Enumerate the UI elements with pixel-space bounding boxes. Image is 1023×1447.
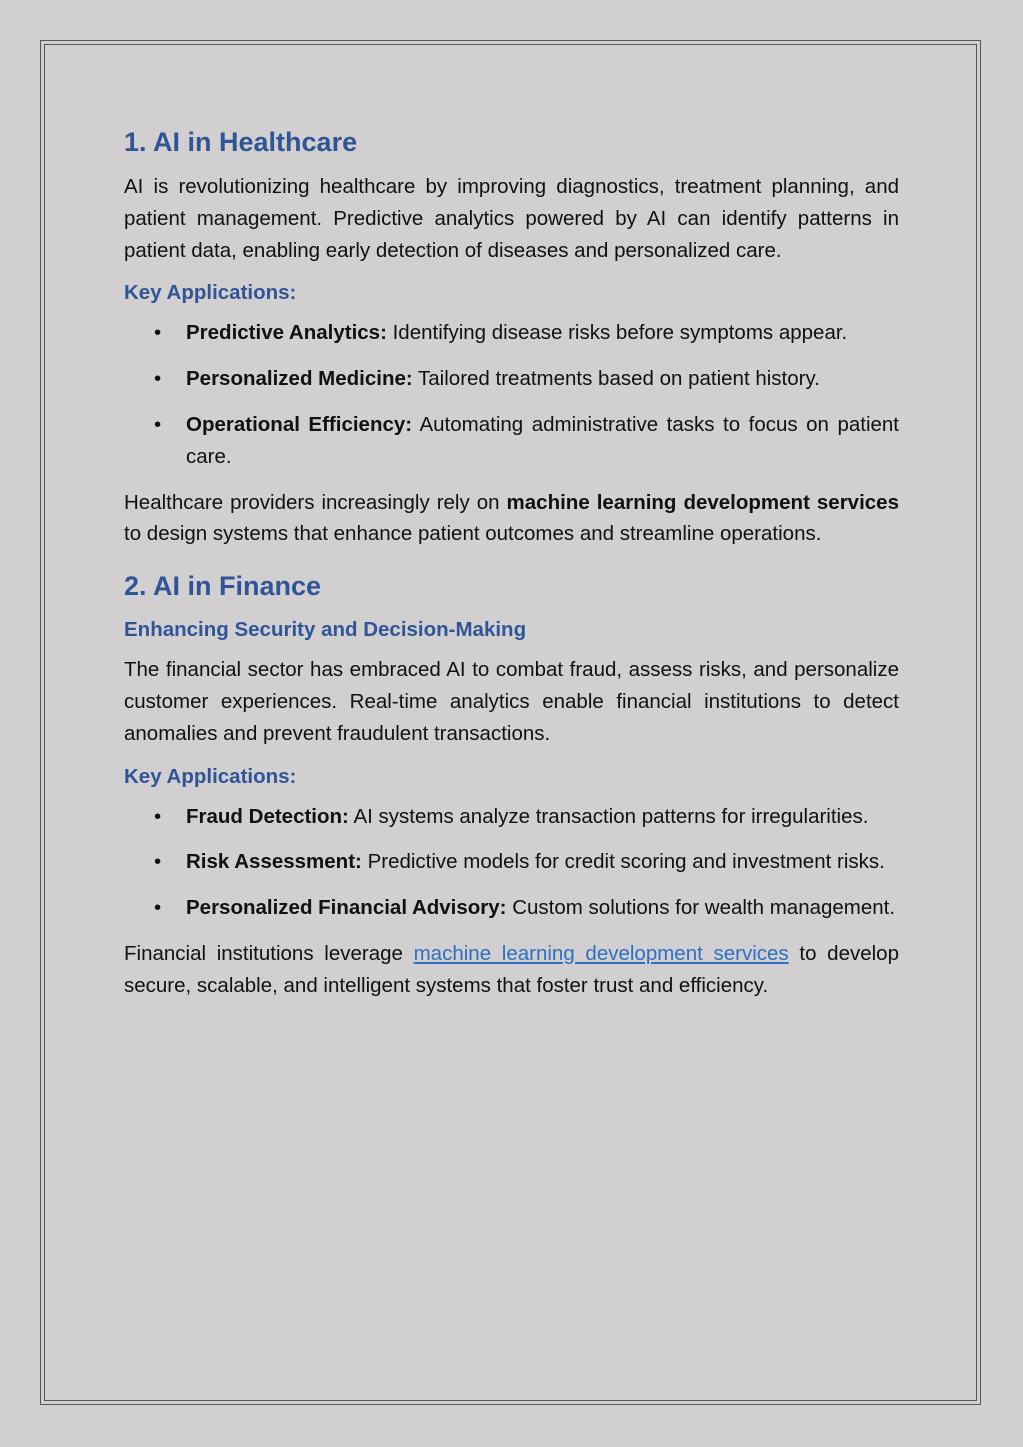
list-item-term: Predictive Analytics: [186,321,387,345]
list-item-desc: Custom solutions for wealth management. [512,896,896,920]
list-item-desc: AI systems analyze transaction patterns for irregularities. [353,804,869,828]
bullet-icon: • [154,412,162,436]
bullet-icon: • [154,321,162,345]
section-title-healthcare: 1. AI in Healthcare [124,127,358,157]
healthcare-intro: AI is revolutionizing healthcare by improving diagnostics, treatment planning, and patient management. Predictive analytics powered by AI can identify patterns in patient data, enabling early detection of diseases and personalized care. [124,175,899,262]
bullet-icon: • [154,850,162,874]
list-item-desc: Predictive models for credit scoring and investment risks. [367,850,885,874]
finance-key-applications-heading: Key Applications: [124,764,297,788]
list-item-desc: Automating administrative tasks to focus on patient care. [186,412,899,468]
list-item-desc: Identifying disease risks before symptoms appear. [392,321,848,345]
finance-subtitle: Enhancing Security and Decision-Making [124,618,527,642]
list-item [124,409,899,473]
finance-closing [124,938,899,1002]
list-item [124,892,899,924]
list-item [124,846,899,878]
closing-text-after: to develop secure, scalable, and intelligent systems that foster trust and efficiency. [124,941,899,997]
healthcare-key-applications-heading: Key Applications: [124,281,297,305]
bullet-icon: • [154,804,162,828]
list-item-term: Risk Assessment: [186,850,362,874]
list-item-term: Fraud Detection: [186,804,349,828]
bullet-icon: • [154,367,162,391]
list-item-desc: Tailored treatments based on patient history. [418,367,820,391]
list-item [124,317,899,349]
section-title-finance: 2. AI in Finance [124,571,322,602]
list-item [124,801,899,833]
closing-text-before: Healthcare providers increasingly rely on [124,490,507,514]
healthcare-closing [124,487,899,551]
ml-services-link[interactable]: machine learning development services [413,941,789,965]
list-item [124,363,899,395]
section-healthcare [124,120,899,550]
healthcare-applications-list [124,317,899,472]
closing-text-after: to design systems that enhance patient outcomes and streamline operations. [124,522,822,546]
closing-emphasis: machine learning development services [506,490,899,514]
finance-intro: The financial sector has embraced AI to combat fraud, assess risks, and personalize customer experiences. Real-time analytics enable financial institutions to detect anomalies and prevent fraudulent transactions. [124,658,899,745]
section-finance [124,564,899,1001]
list-item-term: Operational Efficiency: [186,412,413,436]
document-body [124,120,899,1002]
finance-applications-list [124,801,899,924]
list-item-term: Personalized Medicine: [186,367,413,391]
bullet-icon: • [154,896,162,920]
closing-text-before: Financial institutions leverage [124,941,414,965]
list-item-term: Personalized Financial Advisory: [186,896,507,920]
